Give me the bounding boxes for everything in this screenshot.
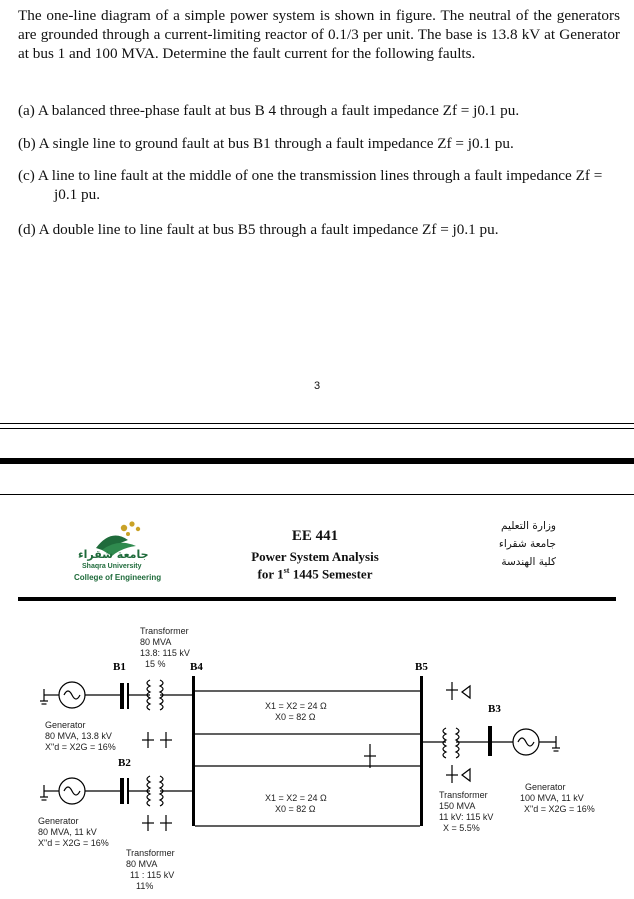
page-break-bar xyxy=(0,458,634,464)
t2-label-rating: 80 MVA xyxy=(126,859,158,869)
g1-label-rating: 80 MVA, 13.8 kV xyxy=(45,731,112,741)
problem-intro-text: The one-line diagram of a simple power system is shown in figure. The neutral of the generators are grounded through a current-limiting reactor of 0.1/3 per unit. The base is 13.8 kV at Generator at bus 1 and 100 MVA. Determine the fault current for the following faults. xyxy=(18,7,620,62)
bus-label-b3: B3 xyxy=(488,703,501,715)
college-name-en: College of Engineering xyxy=(74,573,162,582)
college-ar: كلية الهندسة xyxy=(501,556,556,568)
line1-label-x12: X1 = X2 = 24 Ω xyxy=(265,701,327,711)
t1-label-title: Transformer xyxy=(140,626,189,636)
g3-label-title: Generator xyxy=(525,782,566,792)
g1-label-title: Generator xyxy=(45,720,86,730)
bus-b3-bar xyxy=(488,726,492,756)
bus-label-b4: B4 xyxy=(190,661,203,673)
g2-label-title: Generator xyxy=(38,816,79,826)
g3-label-reactance: X"d = X2G = 16% xyxy=(524,804,595,814)
page-divider-top xyxy=(0,423,634,424)
university-name-en: Shaqra University xyxy=(82,563,142,570)
g1-label-reactance: X"d = X2G = 16% xyxy=(45,742,116,752)
bus-b1-bar xyxy=(120,683,124,709)
t2-label-voltage: 11 : 115 kV xyxy=(130,870,175,880)
problem-intro xyxy=(18,6,620,63)
semester: for 1st 1445 Semester xyxy=(257,566,373,582)
t3-label-rating: 150 MVA xyxy=(439,801,476,811)
bus-b4-bar xyxy=(192,676,195,826)
line2-label-x12: X1 = X2 = 24 Ω xyxy=(265,793,327,803)
one-line-diagram xyxy=(0,606,634,899)
g2-label-reactance: X"d = X2G = 16% xyxy=(38,838,109,848)
t1-label-reactance: 15 % xyxy=(145,659,166,669)
t3-label-title: Transformer xyxy=(439,790,488,800)
part-c: (c) A line to line fault at the middle of one the transmission lines through a fault impedance Zf = j0.1 pu. xyxy=(18,167,603,203)
t3-label-reactance: X = 5.5% xyxy=(443,823,480,833)
course-name: Power System Analysis xyxy=(251,549,379,564)
g2-label-rating: 80 MVA, 11 kV xyxy=(38,827,97,837)
page-number: 3 xyxy=(313,380,321,392)
bus-b2-bar xyxy=(120,778,124,804)
t2-label-title: Transformer xyxy=(126,848,175,858)
t3-label-voltage: 11 kV: 115 kV xyxy=(439,812,494,822)
bus-b5-bar xyxy=(420,676,423,826)
course-code: EE 441 xyxy=(291,528,339,544)
t1-label-voltage: 13.8: 115 kV xyxy=(140,648,190,658)
page-divider-top-2 xyxy=(0,428,634,429)
t1-label-rating: 80 MVA xyxy=(140,637,172,647)
header-rule xyxy=(18,597,616,601)
part-d: (d) A double line to line fault at bus B5 through a fault impedance Zf = j0.1 pu. xyxy=(18,221,499,238)
t2-label-reactance: 11% xyxy=(136,881,154,891)
bus-label-b1: B1 xyxy=(113,661,126,673)
g3-label-rating: 100 MVA, 11 kV xyxy=(520,793,584,803)
line1-label-x0: X0 = 82 Ω xyxy=(275,712,316,722)
university-ar-right: جامعة شقراء xyxy=(498,538,556,550)
line2-label-x0: X0 = 82 Ω xyxy=(275,804,316,814)
bus-label-b5: B5 xyxy=(415,661,428,673)
ministry-ar: وزارة التعليم xyxy=(501,520,556,532)
part-a: (a) A balanced three-phase fault at bus B 4 through a fault impedance Zf = j0.1 pu. xyxy=(18,102,520,119)
generator-g1-symbol xyxy=(40,682,120,708)
generator-g2-symbol xyxy=(40,778,120,804)
bus-label-b2: B2 xyxy=(118,757,131,769)
page-divider-bottom xyxy=(0,494,634,495)
part-b: (b) A single line to ground fault at bus B1 through a fault impedance Zf = j0.1 pu. xyxy=(18,135,514,152)
university-name-ar: جامعة شقراء xyxy=(78,548,149,561)
transformer-t3-coil xyxy=(443,728,446,758)
